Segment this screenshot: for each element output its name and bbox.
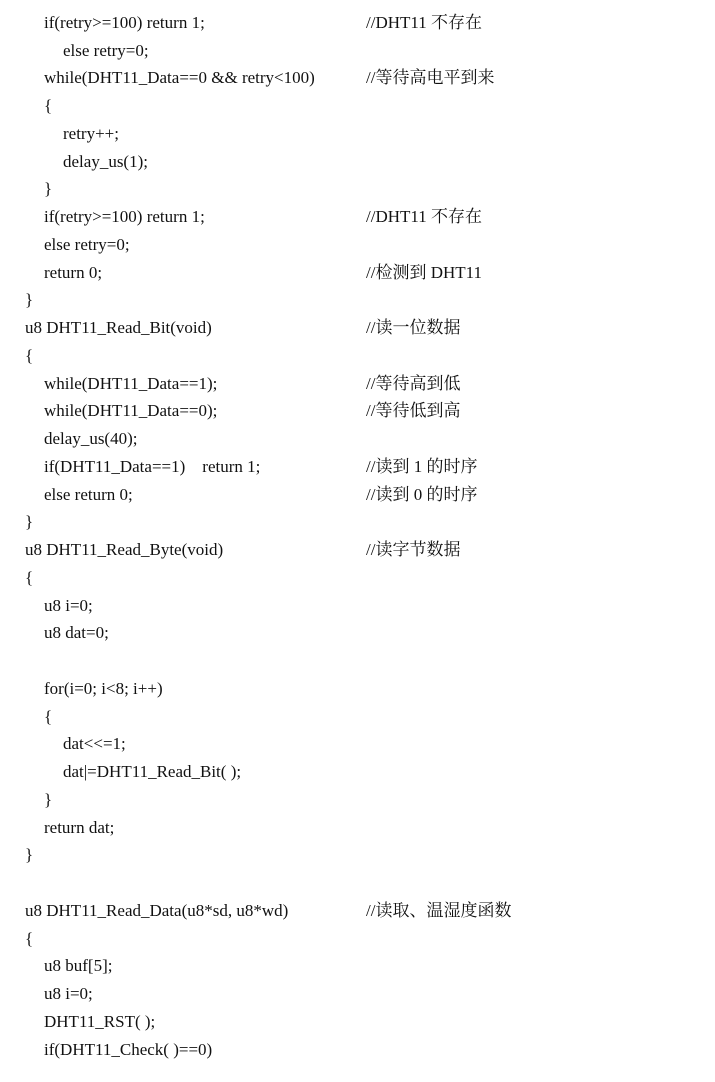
code-text: dat<<=1;	[63, 734, 126, 753]
code-text: return dat;	[44, 818, 115, 837]
code-line	[0, 898, 715, 924]
code-text: {	[44, 96, 53, 115]
code-line	[0, 10, 715, 36]
code-line	[0, 926, 715, 952]
code-line	[0, 454, 715, 480]
code-text: delay_us(1);	[63, 152, 148, 171]
code-line	[0, 315, 715, 341]
code-text: }	[25, 845, 34, 864]
code-comment: //读到 0 的时序	[366, 485, 478, 504]
code-text: u8 DHT11_Read_Byte(void)	[25, 540, 224, 559]
code-text: }	[25, 512, 34, 531]
code-comment: //读到 1 的时序	[366, 457, 478, 476]
code-text: {	[25, 568, 34, 587]
code-text: retry++;	[63, 124, 119, 143]
code-line	[0, 731, 715, 757]
code-line	[0, 815, 715, 841]
code-line	[0, 232, 715, 258]
code-text: }	[44, 790, 53, 809]
code-text: u8 i=0;	[44, 984, 93, 1003]
code-text: while(DHT11_Data==0);	[44, 401, 218, 420]
code-text: {	[44, 707, 53, 726]
code-line	[0, 343, 715, 369]
code-text: u8 DHT11_Read_Bit(void)	[25, 318, 212, 337]
code-comment: //读字节数据	[366, 540, 461, 559]
code-line	[0, 93, 715, 119]
code-text: while(DHT11_Data==0 && retry<100)	[44, 68, 315, 87]
code-text: if(retry>=100) return 1;	[44, 13, 205, 32]
code-line	[0, 287, 715, 313]
code-line	[0, 482, 715, 508]
code-text: else retry=0;	[63, 41, 149, 60]
code-line	[0, 176, 715, 202]
code-line	[0, 981, 715, 1007]
code-comment: //等待高到低	[366, 374, 461, 393]
code-line	[0, 1009, 715, 1035]
code-text: u8 i=0;	[44, 596, 93, 615]
code-text: delay_us(40);	[44, 429, 138, 448]
code-line	[0, 704, 715, 730]
code-line	[0, 565, 715, 591]
code-line	[0, 260, 715, 286]
code-text: else retry=0;	[44, 235, 130, 254]
code-comment: //等待低到高	[366, 401, 461, 420]
code-comment: //检测到 DHT11	[366, 263, 483, 282]
code-line	[0, 953, 715, 979]
code-text: if(retry>=100) return 1;	[44, 207, 205, 226]
code-line	[0, 648, 715, 674]
code-line	[0, 1037, 715, 1063]
code-text: u8 DHT11_Read_Data(u8*sd, u8*wd)	[25, 901, 289, 920]
code-line	[0, 787, 715, 813]
code-line	[0, 65, 715, 91]
code-line	[0, 537, 715, 563]
code-line	[0, 121, 715, 147]
code-line	[0, 593, 715, 619]
code-text: }	[44, 179, 53, 198]
code-comment: //读取、温湿度函数	[366, 901, 512, 920]
code-comment: //等待高电平到来	[366, 68, 495, 87]
code-text: u8 dat=0;	[44, 623, 109, 642]
code-line	[0, 426, 715, 452]
code-line	[0, 509, 715, 535]
code-line	[0, 371, 715, 397]
code-text: dat|=DHT11_Read_Bit( );	[63, 762, 242, 781]
code-text: if(DHT11_Data==1) return 1;	[44, 457, 261, 476]
code-text: DHT11_RST( );	[44, 1012, 156, 1031]
code-text: if(DHT11_Check( )==0)	[44, 1040, 213, 1059]
code-line	[0, 204, 715, 230]
code-line	[0, 149, 715, 175]
code-line	[0, 38, 715, 64]
code-text: else return 0;	[44, 485, 133, 504]
code-text: {	[25, 929, 34, 948]
code-comment: //DHT11 不存在	[366, 13, 483, 32]
code-line	[0, 676, 715, 702]
code-text: u8 buf[5];	[44, 956, 113, 975]
code-text: {	[25, 346, 34, 365]
code-text: }	[25, 290, 34, 309]
code-line	[0, 842, 715, 868]
code-text: return 0;	[44, 263, 103, 282]
code-line	[0, 398, 715, 424]
code-comment: //DHT11 不存在	[366, 207, 483, 226]
code-line	[0, 870, 715, 896]
code-text: while(DHT11_Data==1);	[44, 374, 218, 393]
code-line	[0, 759, 715, 785]
code-line	[0, 620, 715, 646]
code-text: for(i=0; i<8; i++)	[44, 679, 163, 698]
code-comment: //读一位数据	[366, 318, 461, 337]
